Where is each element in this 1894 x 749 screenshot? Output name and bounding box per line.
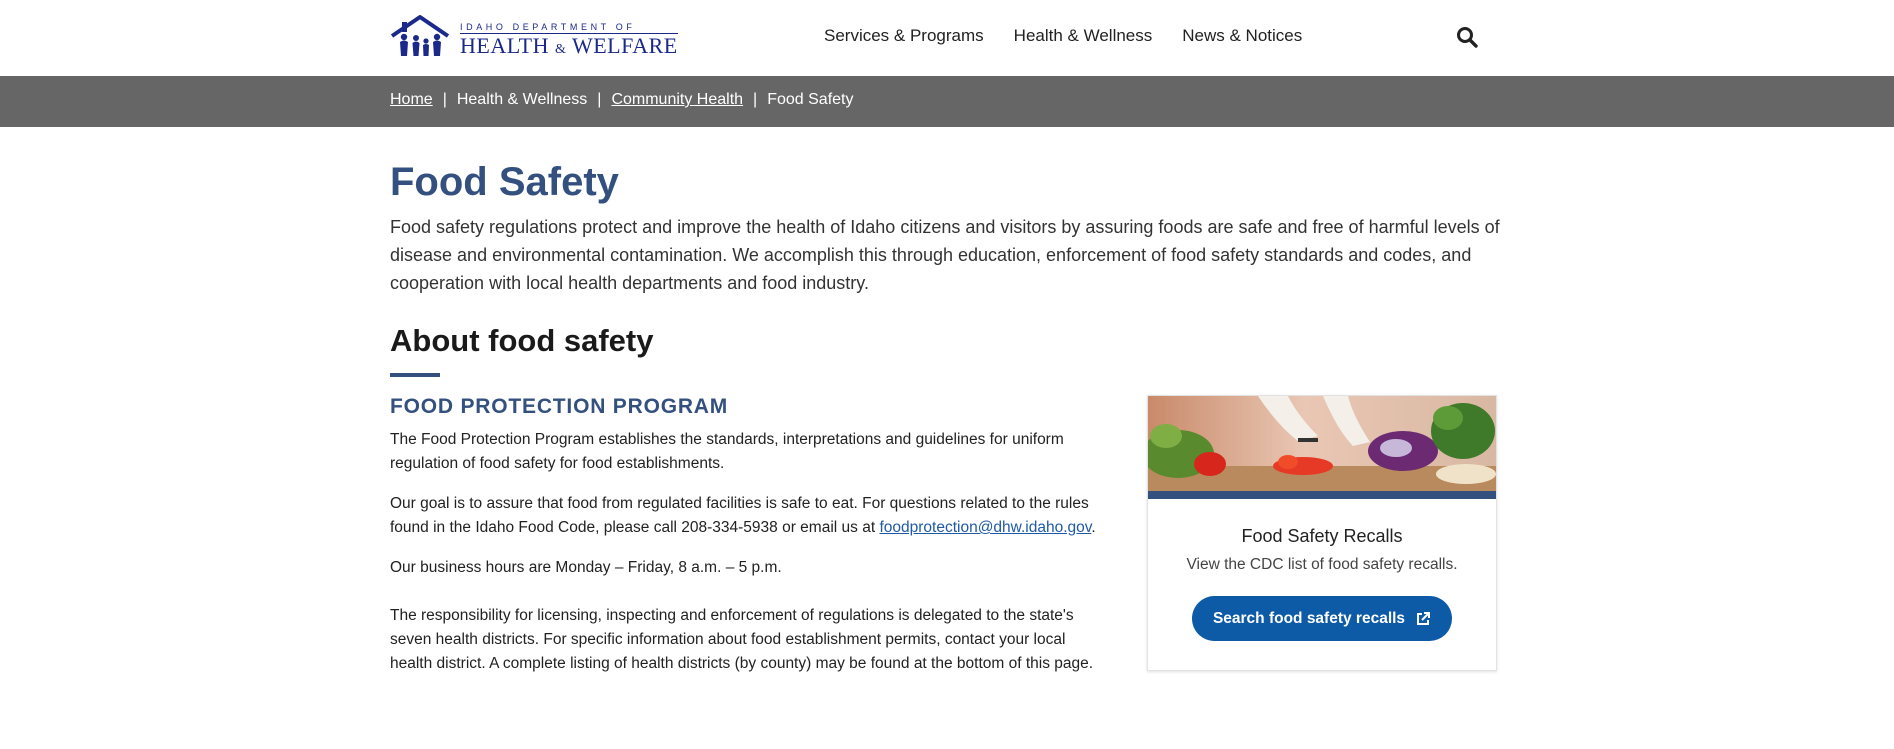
logo-health: HEALTH <box>460 33 549 58</box>
house-family-logo-icon <box>390 14 454 58</box>
search-icon[interactable] <box>1456 26 1478 48</box>
nav-services-programs[interactable]: Services & Programs <box>824 26 984 45</box>
logo-welfare: WELFARE <box>571 33 678 58</box>
program-paragraph-1: The Food Protection Program establishes the standards, interpretations and guidelines for uniform regulation of food safety for food establishments. <box>390 431 1064 472</box>
program-heading: FOOD PROTECTION PROGRAM <box>390 395 729 418</box>
breadcrumb <box>390 91 853 109</box>
program-column <box>390 394 1110 676</box>
breadcrumb-current: Food Safety <box>767 91 854 108</box>
card-title: Food Safety Recalls <box>1241 526 1403 546</box>
program-paragraph-2 <box>390 492 1110 540</box>
breadcrumb-separator: | <box>597 91 602 108</box>
card-accent-band <box>1148 491 1496 499</box>
logo-amp: & <box>554 42 567 57</box>
nav-news-notices[interactable]: News & Notices <box>1182 26 1303 45</box>
breadcrumb-separator: | <box>442 91 447 108</box>
section-heading-rule <box>390 373 440 377</box>
intro-paragraph: Food safety regulations protect and improve the health of Idaho citizens and visitors by assuring foods are safe and free of harmful levels of disease and environmental contamination. We accomplish this through education, enforcement of food safety standards and codes, and cooperation with local health departments and food industry. <box>390 217 1500 293</box>
site-header <box>0 0 1894 76</box>
logo-top-line: IDAHO DEPARTMENT OF <box>460 22 636 32</box>
program-paragraph-4: The responsibility for licensing, inspecting and enforcement of regulations is delegated to the state's seven health districts. For specific information about food establishment permits, contact your local health district. A complete listing of health districts (by county) may be found at the bottom of this page. <box>390 607 1094 672</box>
page-title: Food Safety <box>390 160 619 204</box>
email-link[interactable]: foodprotection@dhw.idaho.gov <box>879 519 1092 536</box>
breadcrumb-separator: | <box>753 91 758 108</box>
main-content <box>390 127 1500 672</box>
external-link-icon <box>1415 611 1431 627</box>
program-paragraph-2-text: Our goal is to assure that food from regulated facilities is safe to eat. For questions related to the rules found in the Idaho Food Code, please call 208-334-5938 or email us at <box>390 495 1089 536</box>
logo-wordmark <box>460 14 678 62</box>
card-description: View the CDC list of food safety recalls. <box>1186 556 1458 573</box>
breadcrumb-bar <box>0 76 1894 127</box>
section-heading: About food safety <box>390 323 654 358</box>
search-recalls-button-label: Search food safety recalls <box>1212 609 1406 627</box>
search-recalls-button[interactable] <box>1192 596 1452 641</box>
nav-health-wellness[interactable]: Health & Wellness <box>1013 26 1153 45</box>
program-paragraph-2-end: . <box>1091 519 1096 536</box>
food-prep-image <box>1148 396 1496 491</box>
breadcrumb-health-wellness: Health & Wellness <box>456 91 588 108</box>
main-nav <box>824 26 1302 46</box>
site-logo[interactable] <box>390 14 678 62</box>
breadcrumb-community-health[interactable]: Community Health <box>611 91 744 108</box>
breadcrumb-home[interactable]: Home <box>390 91 433 108</box>
logo-main-line <box>460 33 678 62</box>
business-hours: Our business hours are Monday – Friday, 8 a.m. – 5 p.m. <box>390 559 782 576</box>
recalls-card <box>1147 395 1497 671</box>
